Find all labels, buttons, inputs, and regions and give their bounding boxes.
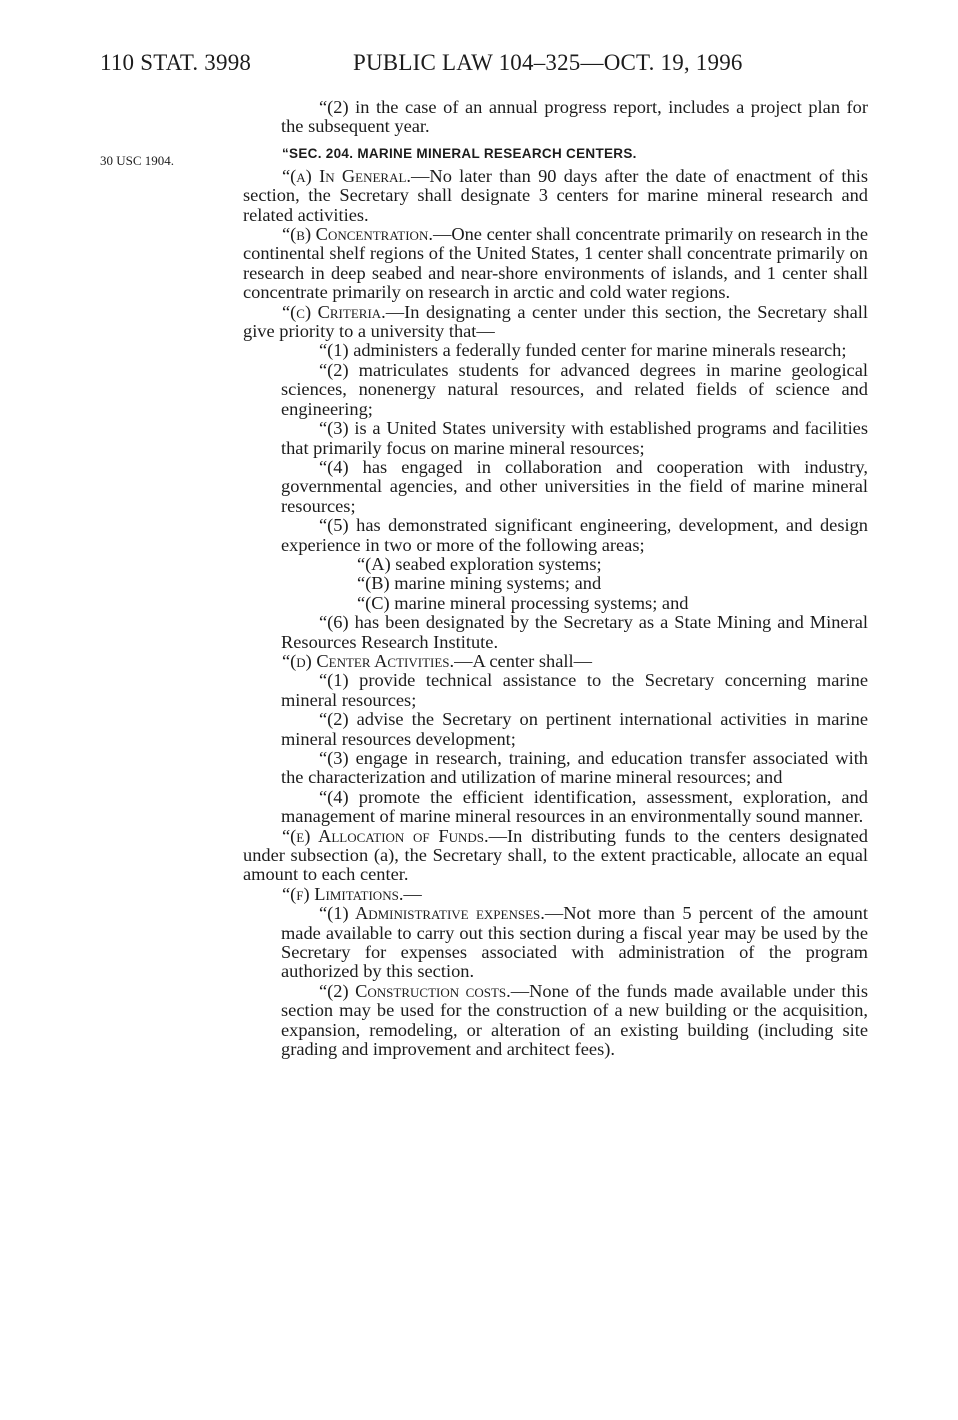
activity-item-4: “(4) promote the efficient identification, assessment, exploration, and management of marine mineral resources in an environmentally sound manner.: [281, 786, 868, 827]
subsection-c-heading: “(c) Criteria.: [282, 301, 386, 322]
subsection-b-text: —One center shall concentrate primarily on research in the continental shelf regions of the United States, 1 center shall concentrate primarily on research in deep seabed and near-shore environments of islands, and 1 center shall concentrate primarily on research in arctic and cold water regions.: [243, 224, 868, 303]
criteria-item-3: “(3) is a United States university with established programs and facilities that primarily focus on marine mineral resources;: [281, 418, 868, 458]
subsection-b-heading: “(b) Concentration.: [282, 224, 433, 245]
subsection-c-text: —In designating a center under this section, the Secretary shall give priority to a university that—: [243, 301, 868, 342]
criteria-item-5-b: “(B) marine mining systems; and: [357, 573, 602, 594]
usc-margin-note: 30 USC 1904.: [100, 153, 175, 168]
subsection-f-text: —: [403, 883, 422, 904]
criteria-item-6: “(6) has been designated by the Secretary as a State Mining and Mineral Resources Research Institute.: [281, 612, 868, 652]
document-body: [243, 98, 868, 1060]
subsection-a-heading: “(a) In General.: [282, 165, 412, 186]
subsection-b: [243, 225, 868, 303]
paragraph-progress-report: “(2) in the case of an annual progress report, includes a project plan for the subsequent year.: [281, 97, 868, 137]
limitation-item-2-text: —None of the funds made available under this section may be used for the construction of a new building or the acquisition, expansion, remodeling, or alteration of an existing building (including site grading and improvement and architect fees).: [281, 980, 868, 1060]
limitation-item-1: [243, 904, 868, 982]
subsection-e: [243, 827, 868, 885]
activity-item-1: “(1) provide technical assistance to the Secretary concerning marine mineral resources;: [281, 670, 868, 710]
subsection-e-text: —In distributing funds to the centers designated under subsection (a), the Secretary shall, to the extent practicable, allocate an equal amount to each center.: [243, 825, 868, 885]
subsection-d: [243, 652, 868, 671]
public-law-reference: PUBLIC LAW 104–325—OCT. 19, 1996: [353, 50, 743, 75]
limitation-item-2-heading: “(2) Construction costs.: [319, 980, 511, 1001]
activity-item-2: “(2) advise the Secretary on pertinent international activities in marine mineral resources development;: [281, 709, 868, 749]
limitation-item-1-text: —Not more than 5 percent of the amount made available to carry out this section during a fiscal year may be used by the Secretary for expenses associated with administration of the program authorized by this section.: [281, 903, 868, 982]
criteria-item-1: “(1) administers a federally funded center for marine minerals research;: [319, 340, 847, 361]
subsection-a-text: —No later than 90 days after the date of enactment of this section, the Secretary shall designate 3 centers for marine mineral research and related activities.: [243, 165, 868, 225]
subsection-c: [243, 303, 868, 342]
subsection-d-text: —A center shall—: [454, 650, 593, 671]
activity-item-3: “(3) engage in research, training, and education transfer associated with the characterization and utilization of marine mineral resources; and: [281, 748, 868, 788]
subsection-e-heading: “(e) Allocation of Funds.: [282, 825, 489, 846]
subsection-d-heading: “(d) Center Activities.: [282, 650, 455, 671]
criteria-item-5: “(5) has demonstrated significant engineering, development, and design experience in two or more of the following areas;: [281, 515, 868, 555]
limitation-item-2: [243, 982, 868, 1060]
section-heading: “SEC. 204. MARINE MINERAL RESEARCH CENTERS.: [282, 145, 637, 161]
subsection-f-heading: “(f) Limitations.: [282, 883, 404, 904]
subsection-f: [243, 885, 868, 904]
criteria-item-2: “(2) matriculates students for advanced degrees in marine geological sciences, nonenergy natural resources, and related fields of science and engineering;: [281, 359, 868, 419]
criteria-item-5-c: “(C) marine mineral processing systems; and: [357, 592, 689, 613]
criteria-item-4: “(4) has engaged in collaboration and cooperation with industry, governmental agencies, and other universities in the field of marine mineral resources;: [281, 456, 868, 516]
statute-reference: 110 STAT. 3998: [100, 50, 252, 75]
subsection-a: [243, 167, 868, 225]
limitation-item-1-heading: “(1) Administrative expenses.: [319, 903, 545, 924]
criteria-item-5-a: “(A) seabed exploration systems;: [357, 553, 602, 574]
